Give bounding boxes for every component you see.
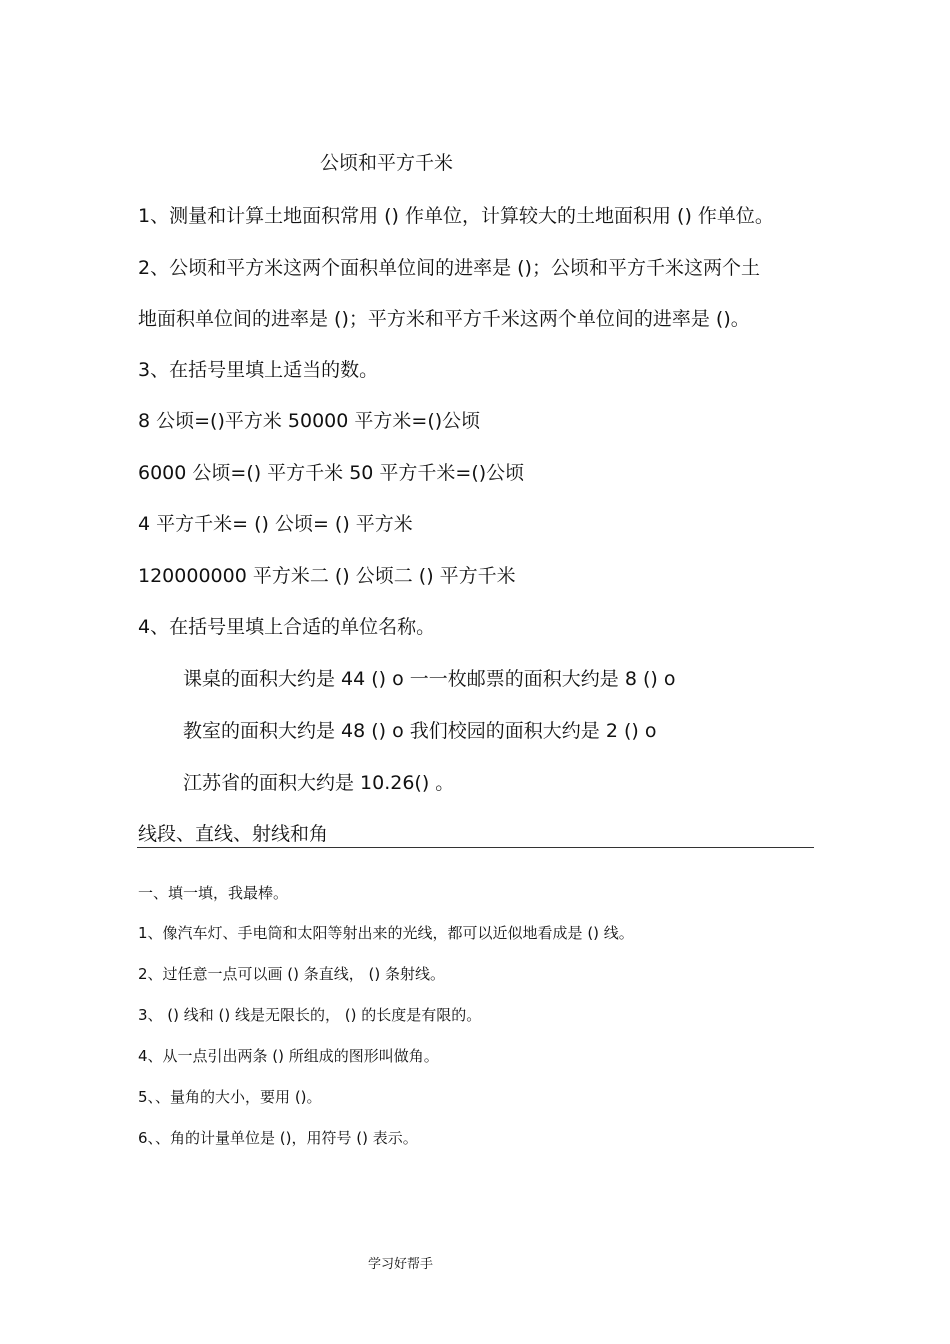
q4-item-2: 教室的面积大约是 48 () o 我们校园的面积大约是 2 () o — [183, 720, 657, 742]
s2-item-2: 2、过任意一点可以画 () 条直线， () 条射线。 — [138, 965, 446, 983]
section2-title: 线段、直线、射线和角 — [138, 823, 329, 845]
q4-item-3: 江苏省的面积大约是 10.26() 。 — [183, 772, 455, 794]
s2-item-1: 1、像汽车灯、手电筒和太阳等射出来的光线，都可以近似地看成是 () 线。 — [138, 924, 634, 942]
question-2-line2: 地面积单位间的进率是 ()；平方米和平方千米这两个单位间的进率是 ()。 — [138, 308, 750, 330]
question-2-line1: 2、公顷和平方米这两个面积单位间的进率是 ()；公顷和平方千米这两个土 — [138, 257, 760, 279]
section1-title: 公顷和平方千米 — [320, 152, 454, 174]
q3-item-1: 8 公顷=()平方米 50000 平方米=()公顷 — [138, 410, 481, 432]
q3-item-2: 6000 公顷=() 平方千米 50 平方千米=()公顷 — [138, 462, 525, 484]
s2-item-6: 6、、角的计量单位是 ()，用符号 () 表示。 — [138, 1129, 418, 1147]
question-3: 3、在括号里填上适当的数。 — [138, 359, 379, 381]
question-1: 1、测量和计算土地面积常用 () 作单位，计算较大的土地面积用 () 作单位。 — [138, 205, 774, 227]
s2-item-3: 3、 () 线和 () 线是无限长的， () 的长度是有限的。 — [138, 1006, 482, 1024]
question-4: 4、在括号里填上合适的单位名称。 — [138, 616, 436, 638]
q4-item-1: 课桌的面积大约是 44 () o 一一枚邮票的面积大约是 8 () o — [183, 668, 676, 690]
s2-item-4: 4、从一点引出两条 () 所组成的图形叫做角。 — [138, 1047, 439, 1065]
q3-item-4: 120000000 平方米二 () 公顷二 () 平方千米 — [138, 565, 516, 587]
page-footer: 学习好帮手 — [368, 1257, 434, 1272]
section-divider — [137, 847, 814, 848]
section2-heading: 一、填一填，我最棒。 — [138, 884, 289, 902]
s2-item-5: 5、、量角的大小，要用 ()。 — [138, 1088, 322, 1106]
q3-item-3: 4 平方千米= () 公顷= () 平方米 — [138, 513, 413, 535]
